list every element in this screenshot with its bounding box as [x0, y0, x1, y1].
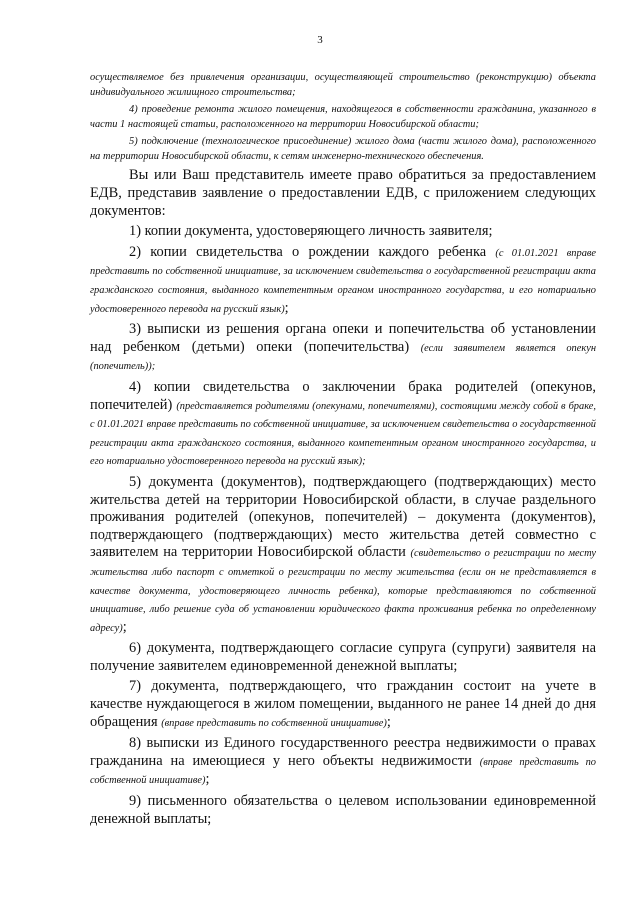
- paragraph-text: 4) копии свидетельства о заключении брака родителей (опекунов, попечителей): [90, 378, 596, 413]
- paragraph-end: ;: [284, 299, 289, 316]
- intro-paragraph: [90, 167, 596, 220]
- paragraph-end: ;: [386, 713, 391, 730]
- document-item-1: [90, 223, 596, 241]
- paragraph-text: 9) письменного обязательства о целевом использовании единовременной денежной выплаты;: [90, 793, 596, 827]
- paragraph-text: Вы или Ваш представитель имеете право обратиться за предоставлением ЕДВ, представив заявление о предоставлении ЕДВ, с приложением следующих документов:: [90, 167, 596, 219]
- paragraph-note: (с 01.01.2021 вправе представить по собственной инициативе, за исключением свидетельства о государственной регистрации акта гражданского состояния, выданного компетентным органом иностранного государства, и его нотариально удостоверенного перевода на русский язык): [90, 247, 597, 315]
- paragraph-note: (вправе представить по собственной инициативе): [90, 756, 596, 787]
- paragraph-text: осуществляемое без привлечения организации, осуществляющей строительство (реконструкцию) объекта индивидуального жилищного строительства;: [90, 72, 596, 99]
- paragraph-text: 7) документа, подтверждающего, что гражданин состоит на учете в качестве нуждающегося в жилом помещении, выданного не ранее 14 дней до дня обращения: [90, 678, 596, 730]
- paragraph-continuation: [90, 70, 596, 101]
- document-item-7: [90, 678, 596, 732]
- paragraph-note: (представляется родителями (опекунами, попечителями), состоящими между собой в браке, с 01.01.2021 вправе представить по собственной инициативе, за исключением свидетельства о государственной регистрации акта гражданского состояния, выданного компетентным органом иностранного государства, и его нотариально удостоверенного перевода на русский язык);: [90, 400, 597, 468]
- page-number: 3: [317, 34, 323, 46]
- paragraph-text: 3) выписки из решения органа опеки и попечительства об установлении над ребенком (детьми) опеки (попечительства): [90, 321, 596, 355]
- document-item-3: [90, 321, 596, 376]
- paragraph-text: 5) подключение (технологическое присоединение) жилого дома (части жилого дома), расположенного на территории Новосибирской области, к сетям инженерно-технического обеспечения.: [90, 135, 596, 163]
- document-body: [90, 70, 596, 828]
- paragraph-text: 2) копии свидетельства о рождении каждого ребенка: [129, 243, 496, 260]
- paragraph-note: (вправе представить по собственной инициативе): [161, 717, 387, 729]
- paragraph-text: 5) документа (документов), подтверждающего (подтверждающих) место жительства детей на территории Новосибирской области, в случае раздельного проживания родителей (опекунов, попечителей) – документа (документов), подтверждающего (подтверждающих) место жительства детей совместно с заявителем на территории Новосибирской области: [90, 473, 596, 561]
- document-item-2: [90, 244, 596, 318]
- paragraph-note: (свидетельство о регистрации по месту жительства либо паспорт с отметкой о регистрации по месту жительства (если он не представляется в качестве документа, удостоверяющего личность ребенка), которые представляются по собственной инициативе, либо решение суда об установлении юридического факта проживания ребенка по определенному адресу): [90, 548, 596, 634]
- paragraph-end: ;: [205, 771, 210, 788]
- list-item-5: [90, 134, 596, 165]
- paragraph-note: (если заявителем является опекун (попечитель));: [90, 342, 596, 373]
- list-item-4: [90, 102, 596, 133]
- paragraph-text: 8) выписки из Единого государственного реестра недвижимости о правах гражданина на имеющиеся у него объекты недвижимости: [90, 735, 596, 769]
- paragraph-end: ;: [122, 618, 127, 635]
- paragraph-text: 4) проведение ремонта жилого помещения, находящегося в собственности гражданина, указанного в части 1 настоящей статьи, расположенного на территории Новосибирской области;: [90, 103, 596, 131]
- document-item-4: [90, 379, 596, 471]
- paragraph-text: 6) документа, подтверждающего согласие супруга (супруги) заявителя на получение заявителем единовременной денежной выплаты;: [90, 640, 596, 674]
- document-item-9: [90, 793, 596, 828]
- document-item-8: [90, 735, 596, 790]
- document-item-5: [90, 474, 596, 637]
- paragraph-text: 1) копии документа, удостоверяющего личность заявителя;: [129, 223, 493, 240]
- document-item-6: [90, 640, 596, 675]
